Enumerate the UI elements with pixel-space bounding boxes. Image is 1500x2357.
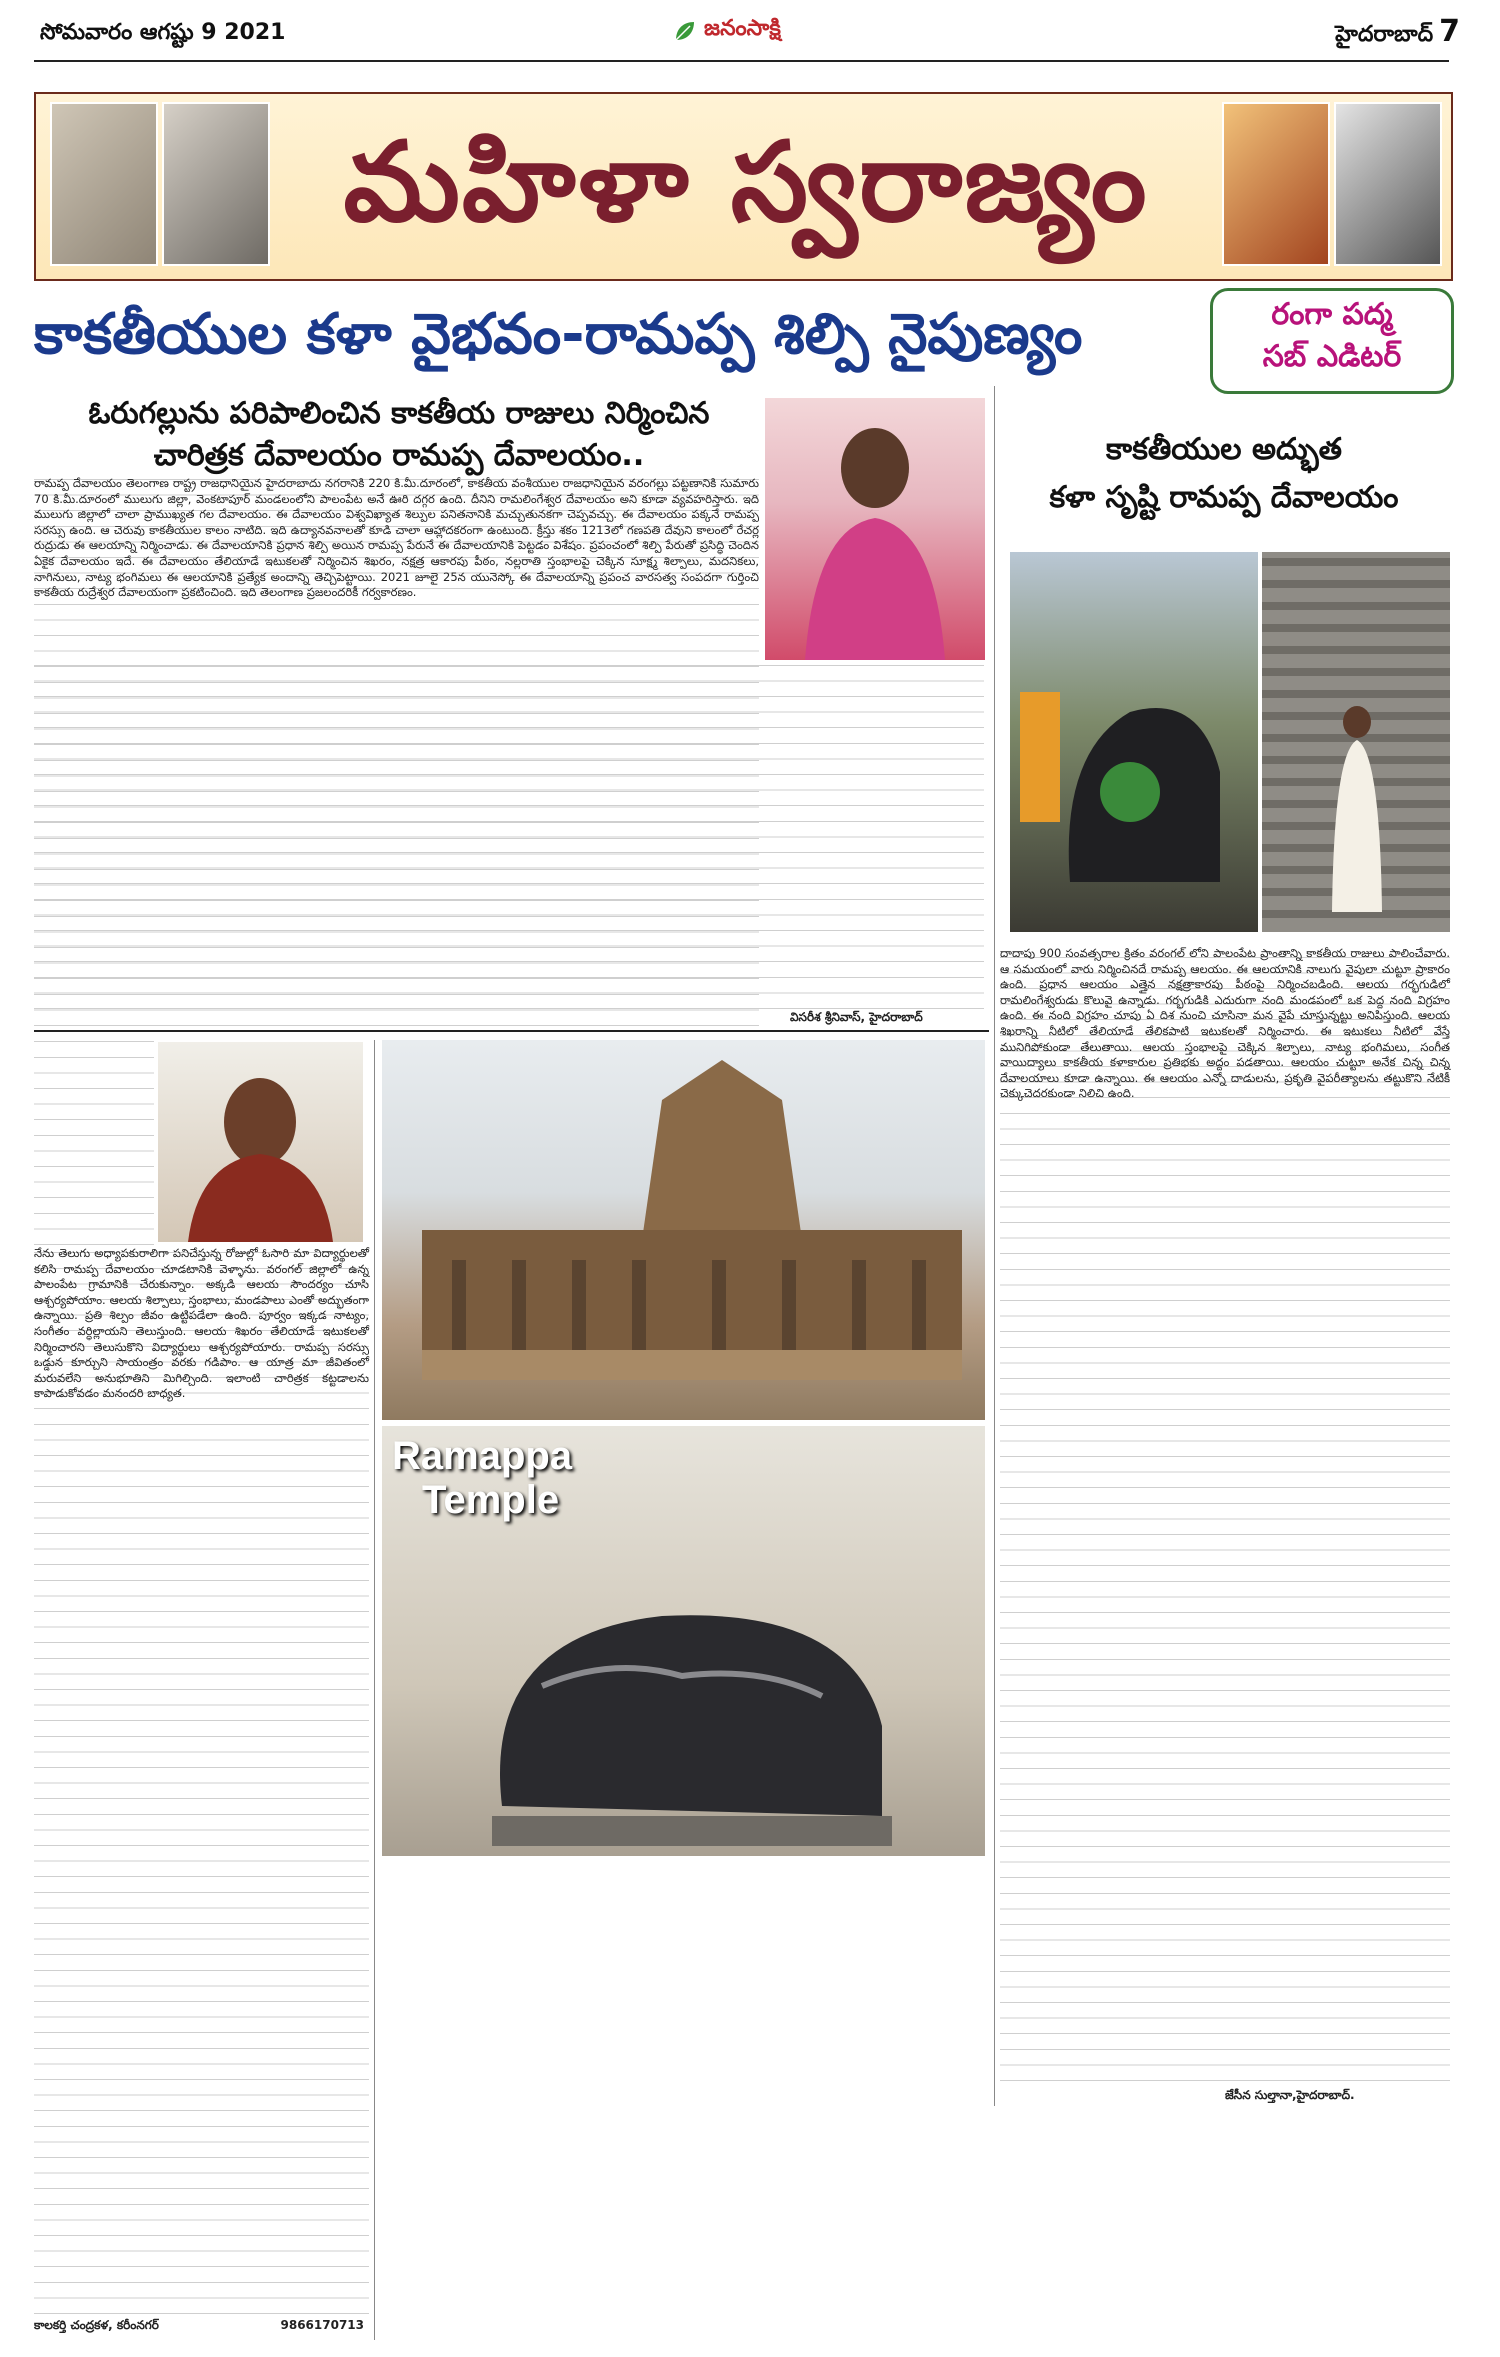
person-portrait-icon — [158, 1042, 363, 1242]
author-photo-article1 — [765, 398, 985, 660]
nandi-photo — [1010, 552, 1258, 932]
paper-name: జనంసాక్షి — [704, 16, 781, 41]
woman-in-saree-icon — [1262, 552, 1450, 932]
byline-role: సబ్ ఎడిటర్ — [1262, 339, 1402, 374]
article3-body: నేను తెలుగు అధ్యాపకురాలిగా పనిచేస్తున్న రోజుల్లో ఓసారి మా విద్యార్థులతో కలిసి రామప్ప దేవాలయం చూడటానికి వెళ్ళాను. వరంగల్ జిల్లాలో ఉన్న పాలంపేట గ్రామానికి చేరుకున్నాం. అక్కడి ఆలయ సౌందర్యం చూసి ఆశ్చర్యపోయాం. ఆలయ శిల్పాలు, స్తంభాలు, మండపాలు ఎంతో అద్భుతంగా ఉన్నాయి. ప్రతి శిల్పం జీవం ఉట్టిపడేలా ఉంది. పూర్వం ఇక్కడ నాట్యం, సంగీతం వర్ధిల్లాయని తెలుస్తుంది. ఆలయ శిఖరం తేలియాడే ఇటుకలతో నిర్మించారని తెలుసుకొని విద్యార్థులు ఆశ్చర్యపోయారు. రామప్ప సరస్సు ఒడ్డున కూర్చుని సాయంత్రం వరకు గడిపాం. ఆ యాత్ర మా జీవితంలో మరువలేని అనుభూతిని మిగిల్చింది. ఇలాంటి చారిత్రక కట్టడాలను కాపాడుకోవడం మనందరి బాధ్యత. — [34, 1246, 369, 2314]
article3-credit-row — [34, 2318, 364, 2335]
city-name: హైదరాబాద్ — [1335, 22, 1434, 47]
article2-credit: జేసీన సుల్తానా,హైదరాబాద్. — [1225, 2088, 1355, 2102]
article1-body: రామప్ప దేవాలయం తెలంగాణ రాష్ట్ర రాజధానియైన హైదరాబాదు నగరానికి 220 కి.మీ.దూరంలో, కాకతీయ వంశీయుల రాజధానియైన వరంగల్లు పట్టణానికి సుమారు 70 కి.మీ.దూరంలో ములుగు జిల్లా, వెంకటాపూర్ మండలంలోని పాలంపేట అనే ఊరి దగ్గర ఉంది. దీనిని రామలింగేశ్వర దేవాలయం అని కూడా వ్యవహరిస్తారు. ఇది ములుగు జిల్లాలో చాలా ప్రాముఖ్యత గల దేవాలయం. ఈ దేవాలయం విశ్వవిఖ్యాత శిల్పుల పనితనానికి మచ్చుతునకగా చెప్పవచ్చు. ఈ దేవాలయం పక్కనే రామప్ప సరస్సు ఉంది. ఆ చెరువు కాకతీయుల కాలం నాటిది. ఇది ఉద్యానవనాలతో కూడి చాలా ఆహ్లాదకరంగా ఉంటుంది. క్రీస్తు శకం 1213లో గణపతి దేవుని కాలంలో రేచర్ల రుద్రుడు ఈ ఆలయాన్ని నిర్మించాడు. ఈ దేవాలయానికి ప్రధాన శిల్పి అయిన రామప్ప పేరునే ఈ దేవాలయానికి పెట్టడం విశేషం. ప్రపంచంలో శిల్పి పేరుతో ప్రసిద్ధి చెందిన ఏకైక దేవాలయం ఇదే. ఈ దేవాలయం తేలియాడే ఇటుకలతో నిర్మించిన శిఖరం, నక్షత్ర ఆకారపు పీఠం, నల్లరాతి స్తంభాలపై చెక్కిన సూక్ష్మ శిల్పాలు, మదనికలు, నాగినులు, నాట్య భంగిమలు ఈ ఆలయానికి ప్రత్యేక అందాన్ని తెచ్చిపెట్టాయి. 2021 జూలై 25న యునెస్కో ఈ దేవాలయాన్ని ప్రపంచ వారసత్వ సంపదగా గుర్తించి కాకతీయ రుద్రేశ్వర దేవాలయంగా ప్రకటించింది. ఇది తెలంగాణ ప్రజలందరికీ గర్వకారణం. — [34, 476, 759, 1026]
masthead-banner — [34, 92, 1453, 281]
header-rule — [34, 60, 1449, 62]
column-separator-right — [994, 386, 995, 2106]
article2-body: దాదాపు 900 సంవత్సరాల క్రితం వరంగల్ లోని పాలంపేట ప్రాంతాన్ని కాకతీయ రాజులు పాలించేవారు. ఆ సమయంలో వారు నిర్మించినదే రామప్ప ఆలయం. ఈ ఆలయానికి నాలుగు వైపులా చుట్టూ ప్రాకారం ఉంది. ప్రధాన ఆలయం ఎత్తైన నక్షత్రాకారపు పీఠంపై నిర్మించబడింది. ఆలయ గర్భగుడిలో రామలింగేశ్వరుడు కొలువై ఉన్నాడు. గర్భగుడికి ఎదురుగా నంది మండపంలో ఒక పెద్ద నంది విగ్రహం ఉంది. ఈ నంది విగ్రహం చూపు ఏ దిశ నుంచి చూసినా మన వైపే చూస్తున్నట్టు అనిపిస్తుంది. ఆలయ శిఖరాన్ని నీటిలో తేలియాడే తేలికపాటి ఇటుకలతో నిర్మించారు. ఈ ఇటుకలు నీటిలో వేస్తే మునిగిపోకుండా తేలుతాయి. ఆలయ స్తంభాలపై చెక్కిన శిల్పాలు, నాట్య భంగిమలు, సంగీత వాయిద్యాలు కాకతీయ కళాకారుల ప్రతిభకు అద్దం పడతాయి. ఆలయం చుట్టూ అనేక చిన్న చిన్న దేవాలయాలు కూడా ఉన్నాయి. ఈ ఆలయం ఎన్నో దాడులను, ప్రకృతి వైపరీత్యాలను తట్టుకొని నేటికీ చెక్కుచెదరకుండా నిలిచి ఉంది. — [1000, 946, 1450, 2081]
article1-credit: విసరీశ శ్రీనివాస్, హైదరాబాద్ — [790, 1010, 923, 1024]
article2-heading-line1: కాకతీయుల అద్భుత — [1105, 432, 1343, 467]
temple-pillar-photo — [1262, 552, 1450, 932]
column-separator-left — [374, 1040, 375, 2340]
article1-heading-line1: ఓరుగల్లును పరిపాలించిన కాకతీయ రాజులు నిర్మించిన — [88, 396, 710, 431]
portrait-right-2 — [1334, 102, 1442, 266]
main-headline: కాకతీయుల కళా వైభవం-రామప్ప శిల్పి నైపుణ్యం — [34, 302, 1083, 367]
temple-photo — [382, 1040, 985, 1420]
photo-label-line2: Temple — [422, 1478, 560, 1522]
byline-box — [1210, 288, 1454, 394]
leaf-icon — [672, 18, 698, 44]
photo-label-line1: Ramappa — [392, 1434, 573, 1478]
masthead-title: మహిళా స్వరాజ్యం — [343, 118, 1149, 246]
person-silhouette-icon — [765, 398, 985, 660]
section-divider — [34, 1030, 989, 1032]
article3-phone: 9866170713 — [280, 2318, 364, 2332]
article2-heading-line2: కళా సృష్టి రామప్ప దేవాలయం — [1049, 480, 1399, 515]
nandi-statue-icon — [1010, 552, 1258, 932]
byline-name: రంగా పద్మ — [1271, 297, 1393, 332]
portrait-left-2 — [162, 102, 270, 266]
temple-structure-icon — [382, 1040, 985, 1420]
article1-heading-line2: చారిత్రక దేవాలయం రామప్ప దేవాలయం.. — [153, 438, 645, 473]
issue-date: సోమవారం ఆగష్టు 9 2021 — [40, 20, 286, 45]
page-number: 7 — [1439, 14, 1460, 49]
author-photo-article3 — [158, 1042, 363, 1242]
portrait-right-1 — [1222, 102, 1330, 266]
paper-logo — [672, 16, 781, 46]
sculpture-photo — [382, 1426, 985, 1856]
article3-body-column — [34, 1040, 154, 1245]
portrait-left-1 — [50, 102, 158, 266]
article1-body-continued — [34, 664, 984, 1009]
article3-author: కాలకర్తి చంద్రకళ, కరీంనగర్ — [34, 2318, 159, 2332]
page-locator — [1335, 14, 1460, 52]
